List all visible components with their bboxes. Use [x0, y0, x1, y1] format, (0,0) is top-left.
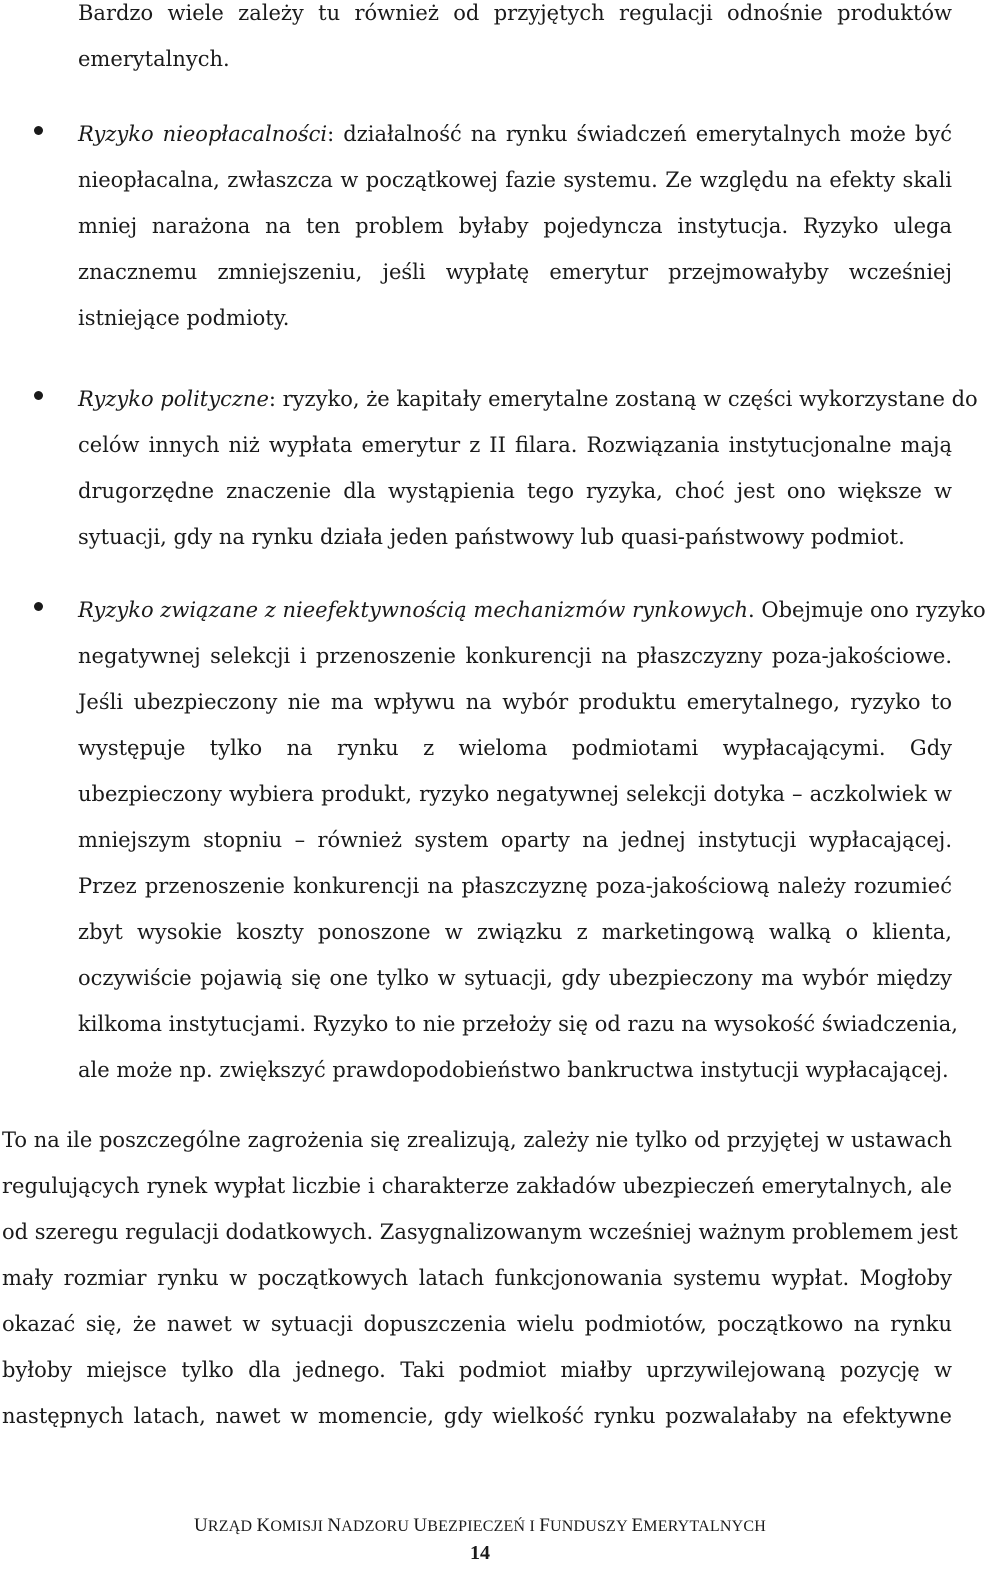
- bullet-lead: Ryzyko polityczne: [78, 387, 269, 411]
- text-line: mniej narażona na ten problem byłaby pojedyncza instytucja. Ryzyko ulega: [78, 214, 952, 238]
- text-line: mały rozmiar rynku w początkowych latach funkcjonowania systemu wypłat. Mogłoby: [2, 1266, 952, 1290]
- bullet-lead-rest: . Obejmuje ono ryzyko: [748, 598, 986, 622]
- bullet-item-political: [78, 376, 978, 560]
- footer-word: UBEZPIECZEŃ: [413, 1515, 526, 1536]
- text-line: występuje tylko na rynku z wieloma podmiotami wypłacającymi. Gdy: [78, 736, 952, 760]
- page-number: 14: [470, 1542, 490, 1564]
- continuation-paragraph: [78, 0, 952, 82]
- text-line: nieopłacalna, zwłaszcza w początkowej fazie systemu. Ze względu na efekty skali: [78, 168, 952, 192]
- text-line: mniejszym stopniu – również system oparty na jednej instytucji wypłacającej.: [78, 828, 952, 852]
- text-line: oczywiście pojawią się one tylko w sytuacji, gdy ubezpieczony ma wybór między: [78, 966, 952, 990]
- text-line: drugorzędne znaczenie dla wystąpienia tego ryzyka, choć jest ono większe w: [78, 479, 952, 503]
- text-line: znacznemu zmniejszeniu, jeśli wypłatę emerytur przejmowałyby wcześniej: [78, 260, 952, 284]
- bullet-item-unprofitability: [78, 111, 952, 341]
- text-line: okazać się, że nawet w sytuacji dopuszczenia wielu podmiotów, początkowo na rynku: [2, 1312, 952, 1336]
- text-line: od szeregu regulacji dodatkowych. Zasygnalizowanym wcześniej ważnym problemem jest: [2, 1220, 958, 1244]
- bullet-dot-icon: [34, 602, 43, 611]
- text-line: [78, 376, 978, 422]
- text-line: regulujących rynek wypłat liczbie i charakterze zakładów ubezpieczeń emerytalnych, ale: [2, 1174, 952, 1198]
- text-line: Przez przenoszenie konkurencji na płaszczyznę poza-jakościową należy rozumieć: [78, 874, 952, 898]
- text-line: ale może np. zwiększyć prawdopodobieństwo bankructwa instytucji wypłacającej.: [78, 1058, 949, 1082]
- text-line: następnych latach, nawet w momencie, gdy wielkość rynku pozwalałaby na efektywne: [2, 1404, 952, 1428]
- footer-organization: [0, 1515, 960, 1537]
- bullet-lead-rest: : działalność na rynku świadczeń emerytalnych może być: [327, 122, 952, 146]
- text-line: byłoby miejsce tylko dla jednego. Taki podmiot miałby uprzywilejowaną pozycję w: [2, 1358, 952, 1382]
- text-line: emerytalnych.: [78, 47, 230, 71]
- bullet-lead-rest: : ryzyko, że kapitały emerytalne zostaną w części wykorzystane do: [268, 387, 978, 411]
- text-line: Jeśli ubezpieczony nie ma wpływu na wybór produktu emerytalnego, ryzyko to: [78, 690, 952, 714]
- footer-word: I: [529, 1518, 536, 1535]
- text-line: Bardzo wiele zależy tu również od przyjętych regulacji odnośnie produktów: [78, 1, 952, 25]
- text-line: ubezpieczony wybiera produkt, ryzyko negatywnej selekcji dotyka – aczkolwiek w: [78, 782, 952, 806]
- footer-word: EMERYTALNYCH: [631, 1515, 766, 1536]
- bullet-lead: Ryzyko związane z nieefektywnością mechanizmów rynkowych: [78, 598, 749, 622]
- text-line: zbyt wysokie koszty ponoszone w związku z marketingową walką o klienta,: [78, 920, 952, 944]
- footer-word: FUNDUSZY: [539, 1515, 628, 1536]
- footer-word: KOMISJI: [256, 1515, 324, 1536]
- body-paragraph: [2, 1117, 958, 1439]
- bullet-lead: Ryzyko nieopłacalności: [78, 122, 328, 146]
- text-line: istniejące podmioty.: [78, 306, 290, 330]
- text-line: To na ile poszczególne zagrożenia się zrealizują, zależy nie tylko od przyjętej w ustawach: [2, 1128, 952, 1152]
- text-line: [78, 587, 986, 633]
- text-line: celów innych niż wypłata emerytur z II filara. Rozwiązania instytucjonalne mają: [78, 433, 952, 457]
- text-line: kilkoma instytucjami. Ryzyko to nie przełoży się od razu na wysokość świadczenia,: [78, 1012, 958, 1036]
- footer-word: URZĄD: [194, 1515, 253, 1536]
- bullet-dot-icon: [34, 391, 43, 400]
- text-line: [78, 111, 952, 157]
- text-line: sytuacji, gdy na rynku działa jeden państwowy lub quasi-państwowy podmiot.: [78, 525, 905, 549]
- footer-word: NADZORU: [327, 1515, 410, 1536]
- bullet-dot-icon: [34, 126, 43, 135]
- bullet-item-market-inefficiency: [78, 587, 986, 1093]
- text-line: negatywnej selekcji i przenoszenie konkurencji na płaszczyzny poza-jakościowe.: [78, 644, 952, 668]
